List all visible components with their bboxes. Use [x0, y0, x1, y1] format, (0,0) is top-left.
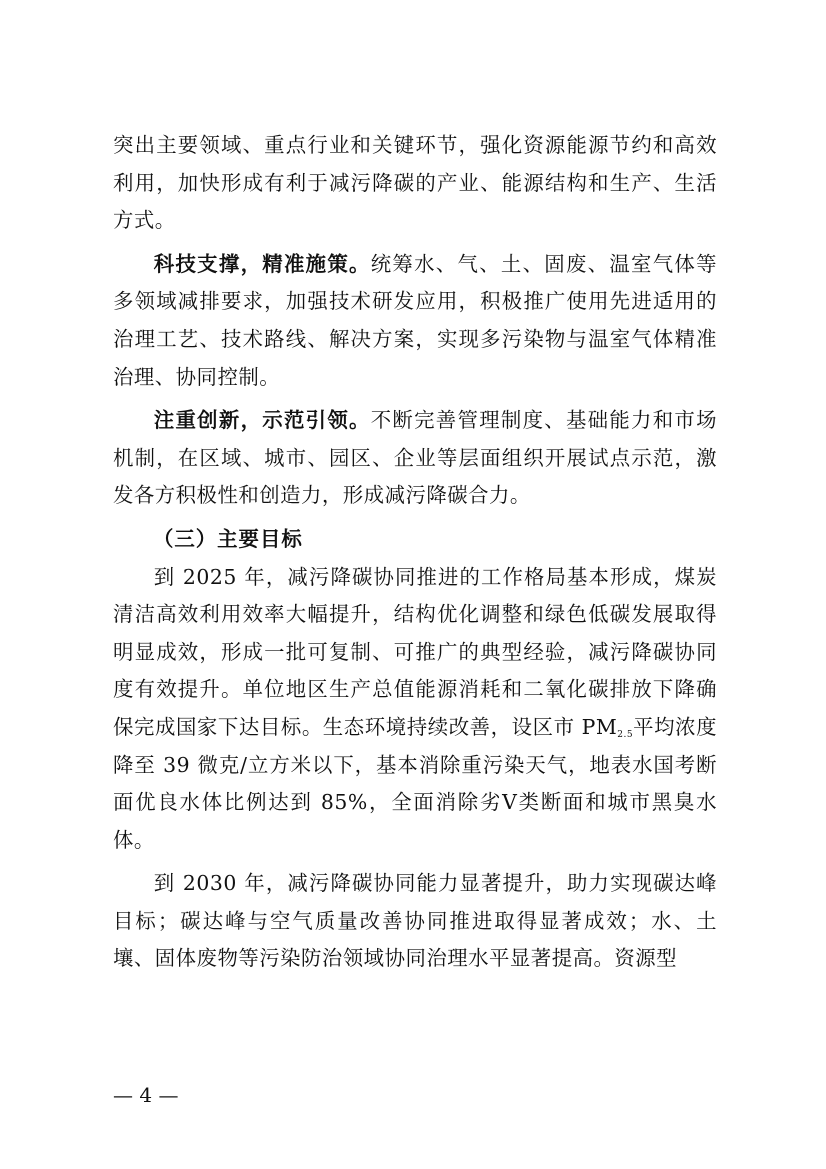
page-number: — 4 — — [113, 1083, 179, 1107]
paragraph-3 — [113, 402, 717, 515]
paragraph-4-part-b: 平均浓度降至 39 微克/立方米以下，基本消除重污染天气，地表水国考断面优良水体比例达到 85%，全面消除劣Ⅴ类断面和城市黑臭水体。 — [113, 714, 718, 852]
paragraph-3-body: 不断完善管理制度、基础能力和市场机制，在区域、城市、园区、企业等层面组织开展试点示范，激发各方积极性和创造力，形成减污降碳合力。 — [113, 408, 718, 508]
paragraph-4-part-a: 到 2025 年，减污降碳协同推进的工作格局基本形成，煤炭清洁高效利用效率大幅提升，结构优化调整和绿色低碳发展取得明显成效，形成一批可复制、可推广的典型经验，减污降碳协同度有效提升。单位地区生产总值能源消耗和二氧化碳排放下降确保完成国家下达目标。生态环境持续改善，设区市 PM — [113, 564, 717, 739]
pm-subscript: 2.5 — [617, 729, 634, 740]
section-heading: （三）主要目标 — [153, 526, 303, 551]
paragraph-4 — [113, 559, 717, 860]
paragraph-3-lead: 注重创新，示范引领。 — [153, 408, 371, 433]
paragraph-5: 到 2030 年，减污降碳协同能力显著提升，助力实现碳达峰目标；碳达峰与空气质量改善协同推进取得显著成效；水、土壤、固体废物等污染防治领域协同治理水平显著提高。资源型 — [113, 871, 717, 971]
paragraph-2-lead: 科技支撑，精准施策。 — [153, 251, 371, 276]
paragraph-1: 突出主要领域、重点行业和关键环节，强化资源能源节约和高效利用，加快形成有利于减污降碳的产业、能源结构和生产、生活方式。 — [113, 133, 717, 233]
document-body — [113, 127, 717, 978]
paragraph-2-body: 统筹水、气、土、固废、温室气体等多领域减排要求，加强技术研发应用，积极推广使用先进适用的治理工艺、技术路线、解决方案，实现多污染物与温室气体精准治理、协同控制。 — [113, 251, 718, 389]
paragraph-2 — [113, 246, 717, 396]
